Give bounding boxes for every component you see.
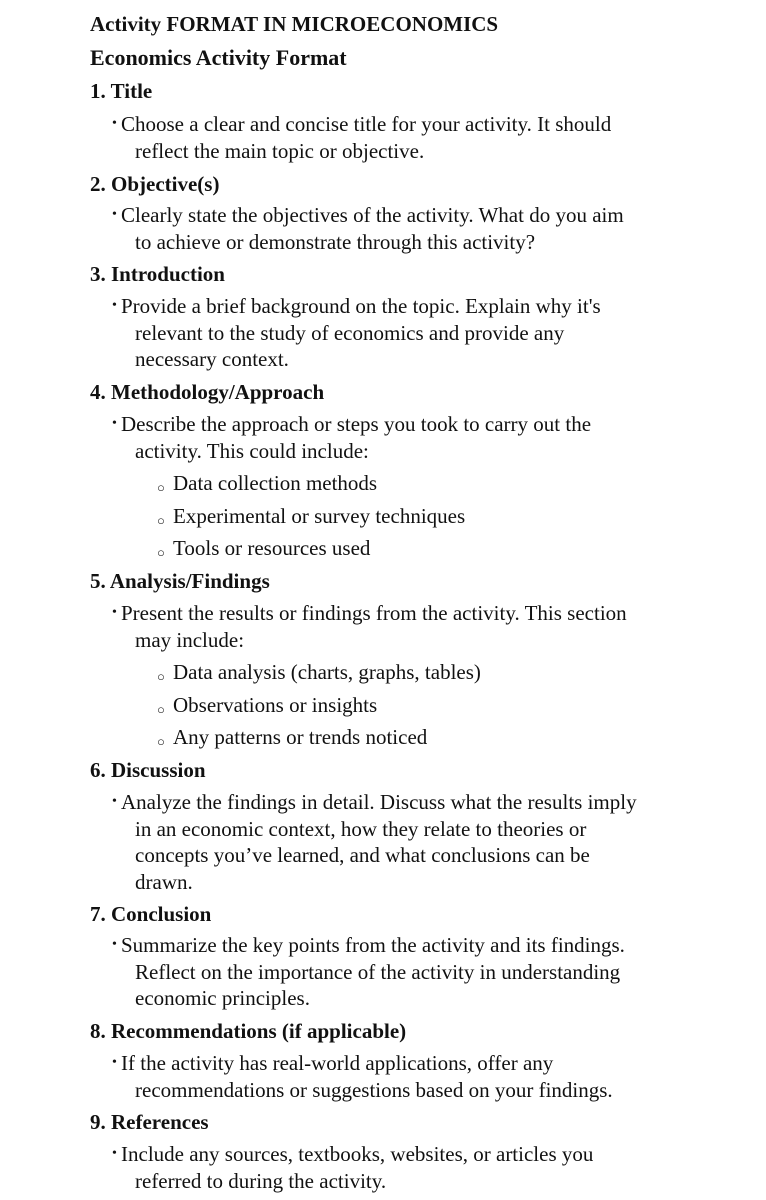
- circle-bullet-icon: ○: [157, 545, 165, 560]
- sub-item: [157, 659, 481, 685]
- section-bullet-discussion: [112, 789, 681, 895]
- section-heading-recommendations: 8. Recommendations (if applicable): [90, 1019, 407, 1043]
- bullet-line: Provide a brief background on the topic. Explain why it's: [121, 294, 601, 318]
- bullet-line: referred to during the activity.: [135, 1168, 387, 1193]
- bullet-line: reflect the main topic or objective.: [135, 138, 425, 163]
- section-heading-methodology: 4. Methodology/Approach: [90, 380, 325, 404]
- circle-bullet-icon: ○: [157, 734, 165, 749]
- bullet-line: may include:: [135, 627, 245, 652]
- bullet-dot-icon: •: [112, 207, 117, 222]
- bullet-line: Present the results or findings from the activity. This section: [121, 601, 627, 625]
- bullet-dot-icon: •: [112, 605, 117, 620]
- bullet-line: Clearly state the objectives of the activity. What do you aim: [121, 203, 624, 227]
- document-subtitle: Economics Activity Format: [90, 45, 347, 70]
- section-bullet-recommendations: [112, 1050, 681, 1103]
- sub-item-label: Observations or insights: [173, 693, 378, 717]
- bullet-dot-icon: •: [112, 794, 117, 809]
- bullet-line: economic principles.: [135, 986, 310, 1010]
- bullet-dot-icon: •: [112, 1055, 117, 1070]
- bullet-dot-icon: •: [112, 116, 117, 131]
- section-heading-discussion: 6. Discussion: [90, 758, 206, 782]
- sub-item: [157, 692, 378, 718]
- section-bullet-analysis: [112, 600, 681, 653]
- section-heading-introduction: 3. Introduction: [90, 262, 225, 286]
- bullet-line: concepts you’ve learned, and what conclusions can be: [135, 843, 590, 867]
- bullet-dot-icon: •: [112, 298, 117, 313]
- section-heading-title: 1. Title: [90, 79, 153, 103]
- section-bullet-title: [112, 111, 681, 164]
- circle-bullet-icon: ○: [157, 669, 165, 684]
- section-bullet-objectives: [112, 202, 681, 255]
- sub-item: [157, 470, 378, 496]
- bullet-dot-icon: •: [112, 1146, 117, 1161]
- bullet-line: Analyze the findings in detail. Discuss what the results imply: [121, 790, 637, 814]
- bullet-dot-icon: •: [112, 416, 117, 431]
- sub-item: [157, 535, 371, 561]
- circle-bullet-icon: ○: [157, 513, 165, 528]
- bullet-line: Describe the approach or steps you took to carry out the: [121, 412, 592, 436]
- bullet-line: necessary context.: [135, 347, 289, 371]
- bullet-line: drawn.: [135, 869, 193, 894]
- section-bullet-conclusion: [112, 932, 681, 1012]
- sub-item: [157, 503, 466, 529]
- bullet-line: in an economic context, how they relate to theories or: [135, 816, 587, 841]
- section-bullet-references: [112, 1141, 681, 1194]
- sub-item-label: Data collection methods: [173, 471, 378, 495]
- circle-bullet-icon: ○: [157, 702, 165, 717]
- bullet-line: Reflect on the importance of the activity in understanding: [135, 959, 621, 984]
- section-heading-objectives: 2. Objective(s): [90, 172, 220, 196]
- section-bullet-introduction: [112, 293, 681, 373]
- bullet-line: relevant to the study of economics and provide any: [135, 320, 565, 345]
- sub-item-label: Tools or resources used: [173, 536, 371, 560]
- section-heading-references: 9. References: [90, 1110, 209, 1134]
- bullet-line: Choose a clear and concise title for your activity. It should: [121, 112, 612, 136]
- bullet-line: activity. This could include:: [135, 438, 369, 463]
- circle-bullet-icon: ○: [157, 480, 165, 495]
- bullet-line: Summarize the key points from the activity and its findings.: [121, 933, 625, 957]
- bullet-line: Include any sources, textbooks, websites, or articles you: [121, 1142, 594, 1166]
- sub-item-label: Experimental or survey techniques: [173, 504, 466, 528]
- section-heading-analysis: 5. Analysis/Findings: [90, 569, 270, 593]
- sub-item-label: Data analysis (charts, graphs, tables): [173, 660, 481, 684]
- document-title: Activity FORMAT IN MICROECONOMICS: [90, 12, 499, 36]
- section-bullet-methodology: [112, 411, 681, 464]
- sub-item-label: Any patterns or trends noticed: [173, 725, 428, 749]
- sub-item: [157, 724, 428, 750]
- bullet-line: recommendations or suggestions based on your findings.: [135, 1077, 613, 1102]
- section-heading-conclusion: 7. Conclusion: [90, 902, 212, 926]
- bullet-line: to achieve or demonstrate through this activity?: [135, 229, 536, 254]
- bullet-line: If the activity has real-world applications, offer any: [121, 1051, 554, 1075]
- bullet-dot-icon: •: [112, 937, 117, 952]
